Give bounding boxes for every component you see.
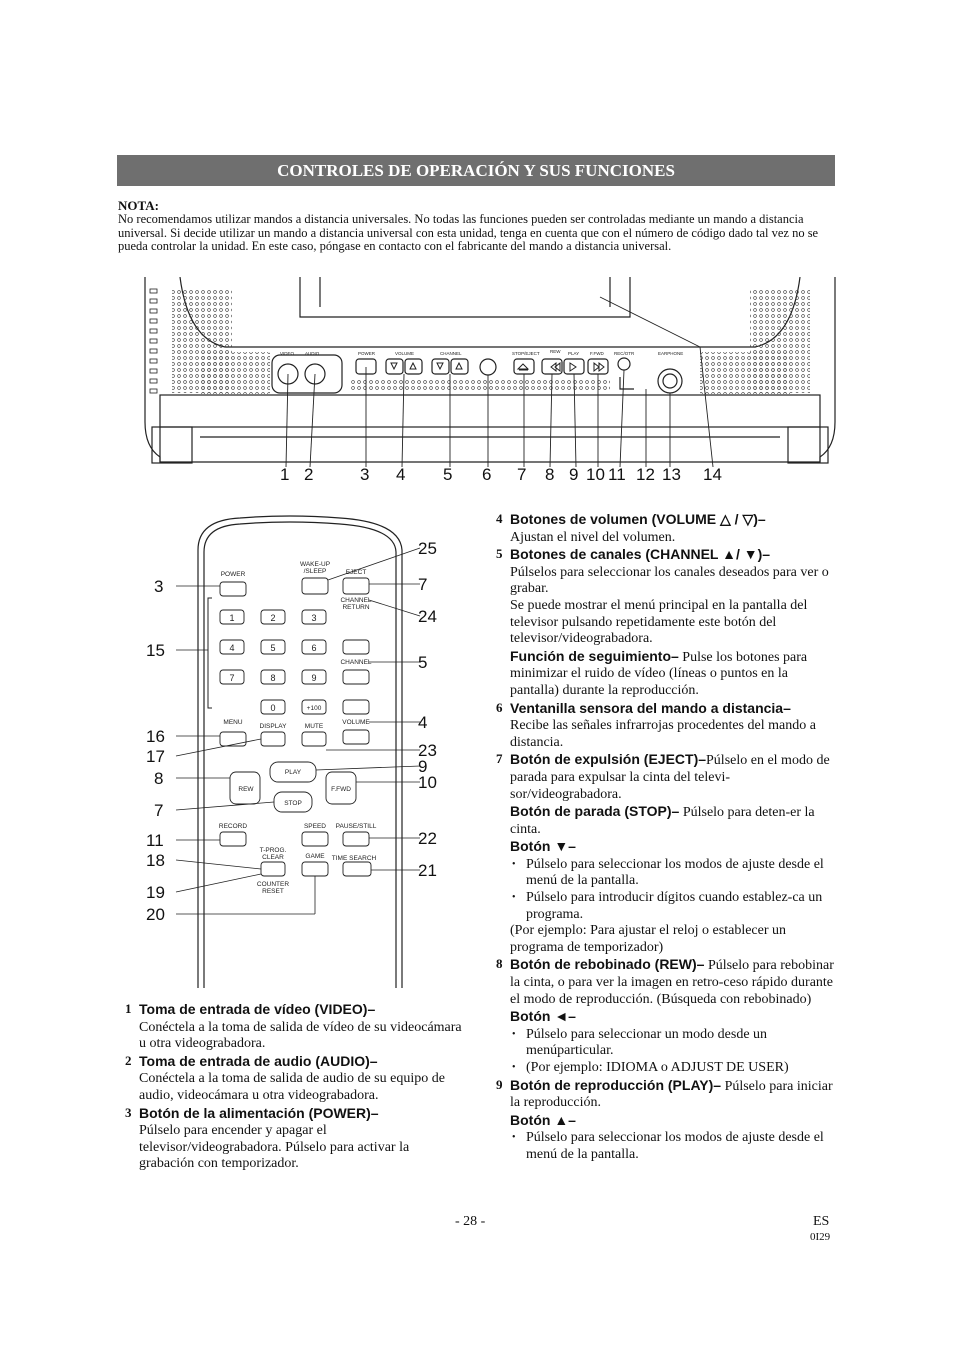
callout: 5	[443, 465, 453, 484]
panel-label: PLAY	[568, 351, 580, 356]
remote-label: MUTE	[304, 723, 324, 730]
panel-label: EARPHONE	[658, 351, 684, 356]
remote-digit: 2	[270, 613, 276, 623]
remote-callout: 17	[146, 747, 165, 766]
entry-1: 1 Toma de entrada de vídeo (VIDEO)– Conéctela a la toma de salida de vídeo de su videocámara u otra videograbadora.	[125, 1001, 462, 1052]
remote-label: +100	[306, 705, 322, 712]
remote-callout: 23	[418, 741, 437, 760]
remote-label: RECORD	[218, 823, 248, 830]
remote-label: F.FWD	[331, 786, 351, 793]
remote-callout: 22	[418, 829, 437, 848]
entry-5: 5 Botones de canales (CHANNEL ▲/ ▼)– Púlselos para seleccionar los canales deseados para ver o grabar. Se puede mostrar el menú principal en la pantalla del televisor pulsando repetidamente este botón del televisor/videograbadora. Función de seguimiento– Pulse los botones para minimizar el ruido de vídeo (líneas o puntos en la pantalla) durante la reproducción.	[496, 546, 829, 698]
remote-callout: 16	[146, 727, 165, 746]
remote-callout: 18	[146, 851, 165, 870]
remote-digit: 4	[229, 643, 235, 653]
bullet-note: • (Por ejemplo: IDIOMA o ADJUST DE USER)	[526, 1060, 836, 1077]
left-column	[125, 1001, 464, 1173]
remote-label: VOLUME	[342, 719, 370, 726]
remote-callout: 4	[418, 713, 428, 732]
remote-callout: 21	[418, 861, 437, 880]
panel-label: CHANNEL	[440, 351, 462, 356]
entry-8: 8 Botón de rebobinado (REW)– Púlselo para rebobinar la cinta, o para ver la imagen en retro-ceso rápido durante el modo de reproducción. (Búsqueda con rebobinado) Botón ◄– • Púlselo para seleccionar un modo desde un menúparticular. • (Por ejemplo: IDIOMA o ADJUST DE USER)	[510, 956, 836, 1076]
callout: 2	[304, 465, 314, 484]
remote-digit: 0	[270, 703, 276, 713]
callout: 6	[482, 465, 492, 484]
remote-label: MENU	[223, 719, 243, 726]
callout: 13	[662, 465, 681, 484]
remote-label: WAKE-UP /SLEEP	[299, 561, 331, 576]
remote-control-diagram	[140, 510, 450, 988]
callout: 10	[586, 465, 605, 484]
callout: 9	[569, 465, 579, 484]
remote-label: PLAY	[284, 769, 302, 776]
tv-front-panel-diagram	[140, 277, 840, 489]
remote-label: POWER	[220, 571, 246, 578]
remote-label: REW	[238, 786, 254, 793]
remote-digit: 7	[229, 673, 235, 683]
remote-label: EJECT	[345, 569, 367, 576]
remote-callout: 10	[418, 773, 437, 792]
language-code: ES	[813, 1214, 830, 1229]
note-text: No recomendamos utilizar mandos a distancia universales. No todas las funciones pueden ser controladas mediante un mando a distancia universal. Si decide utilizar un mando a distancia universal con esta unidad, tenga en cuenta que con el número de código dado tal vez no se pueda controlar la unidad. En este caso, póngase en contacto con el fabricante del mando a distancia universal.	[118, 212, 819, 253]
callout: 14	[703, 465, 722, 484]
remote-callout: 5	[418, 653, 428, 672]
remote-label: COUNTER RESET	[256, 881, 290, 896]
remote-label: TIME SEARCH	[331, 855, 377, 862]
remote-label: PAUSE/STILL	[335, 823, 377, 830]
entry-4: 4 Botones de volumen (VOLUME △ / ▽)– Ajustan el nivel del volumen.	[496, 511, 766, 545]
callout: 11	[608, 465, 626, 484]
remote-digit: 9	[311, 673, 317, 683]
remote-callout: 9	[418, 757, 428, 776]
remote-digit: 1	[229, 613, 235, 623]
remote-label: STOP	[284, 800, 302, 807]
bullet: • Púlselo para seleccionar los modos de ajuste desde el menú de la pantalla.	[526, 857, 836, 890]
entry-7: 7 Botón de expulsión (EJECT)–Púlselo en el modo de parada para expulsar la cinta del televi-sor/videograbadora. Botón de parada (STOP)– Púlselo para deten-er la cinta. Botón ▼– • Púlselo para seleccionar los modos de ajuste desde el menú de la pantalla. • Púlselo para introducir dígitos cuando establez-ca un programa. (Por ejemplo: Para ajustar el reloj o establecer un programa de temporizador)	[510, 751, 836, 956]
remote-digit: 5	[270, 643, 276, 653]
callout: 8	[545, 465, 555, 484]
remote-callout: 7	[154, 801, 164, 820]
doc-code: 0I29	[810, 1231, 831, 1243]
panel-label: REW	[550, 349, 561, 354]
remote-callout: 25	[418, 539, 437, 558]
bullet: • Púlselo para introducir dígitos cuando establez-ca un programa.	[526, 890, 836, 923]
remote-label: SPEED	[303, 823, 327, 830]
remote-label: T-PROG. CLEAR	[259, 847, 287, 862]
remote-digit: 8	[270, 673, 276, 683]
section-title-bar	[117, 155, 835, 186]
remote-callout: 8	[154, 769, 164, 788]
remote-label: CHANNEL RETURN	[340, 597, 372, 612]
panel-label: F.FWD	[590, 351, 604, 356]
remote-label: CHANNEL	[340, 659, 372, 666]
bullet: • Púlselo para seleccionar un modo desde un menúparticular.	[526, 1027, 836, 1060]
entry-2: 2 Toma de entrada de audio (AUDIO)– Conéctela a la toma de salida de audio de su equipo de audio, videocámara u otra videograbadora.	[125, 1052, 445, 1103]
note-title: NOTA:	[118, 198, 159, 213]
remote-digit: 6	[311, 643, 317, 653]
entry-9: 9 Botón de reproducción (PLAY)– Púlselo para iniciar la reproducción. Botón ▲– • Púlselo para seleccionar los modos de ajuste desde el menú de la pantalla.	[510, 1077, 836, 1164]
callout: 1	[280, 465, 290, 484]
remote-callout: 15	[146, 641, 165, 660]
panel-label: VOLUME	[395, 351, 415, 356]
panel-label: VIDEO	[280, 351, 295, 356]
callout: 12	[636, 465, 655, 484]
remote-callout: 7	[418, 575, 428, 594]
panel-label: AUDIO	[305, 351, 320, 356]
remote-label: GAME	[305, 853, 325, 860]
remote-callout: 19	[146, 883, 165, 902]
page-number: - 28 -	[455, 1214, 486, 1229]
remote-label: DISPLAY	[259, 723, 287, 730]
callout: 7	[517, 465, 527, 484]
callout: 4	[396, 465, 406, 484]
right-column	[496, 511, 836, 1164]
bullet: • Púlselo para seleccionar los modos de ajuste desde el menú de la pantalla.	[526, 1130, 836, 1163]
entry-3: 3 Botón de la alimentación (POWER)– Púlselo para encender y apagar el televisor/videograbadora. Púlselo para activar la grabación con temporizador.	[125, 1104, 410, 1172]
remote-callout: 3	[154, 577, 164, 596]
callout: 3	[360, 465, 370, 484]
remote-digit: 3	[311, 613, 317, 623]
panel-label: REC/OTR	[614, 351, 635, 356]
remote-callout: 24	[418, 607, 437, 626]
panel-label: STOP/EJECT	[512, 351, 540, 356]
panel-label: POWER	[358, 351, 376, 356]
section-title: CONTROLES DE OPERACIÓN Y SUS FUNCIONES	[277, 161, 675, 180]
remote-callout: 20	[146, 905, 165, 924]
remote-callout: 11	[146, 831, 164, 850]
entry-6: 6 Ventanilla sensora del mando a distancia– Recibe las señales infrarrojas procedentes del mando a distancia.	[496, 699, 816, 750]
